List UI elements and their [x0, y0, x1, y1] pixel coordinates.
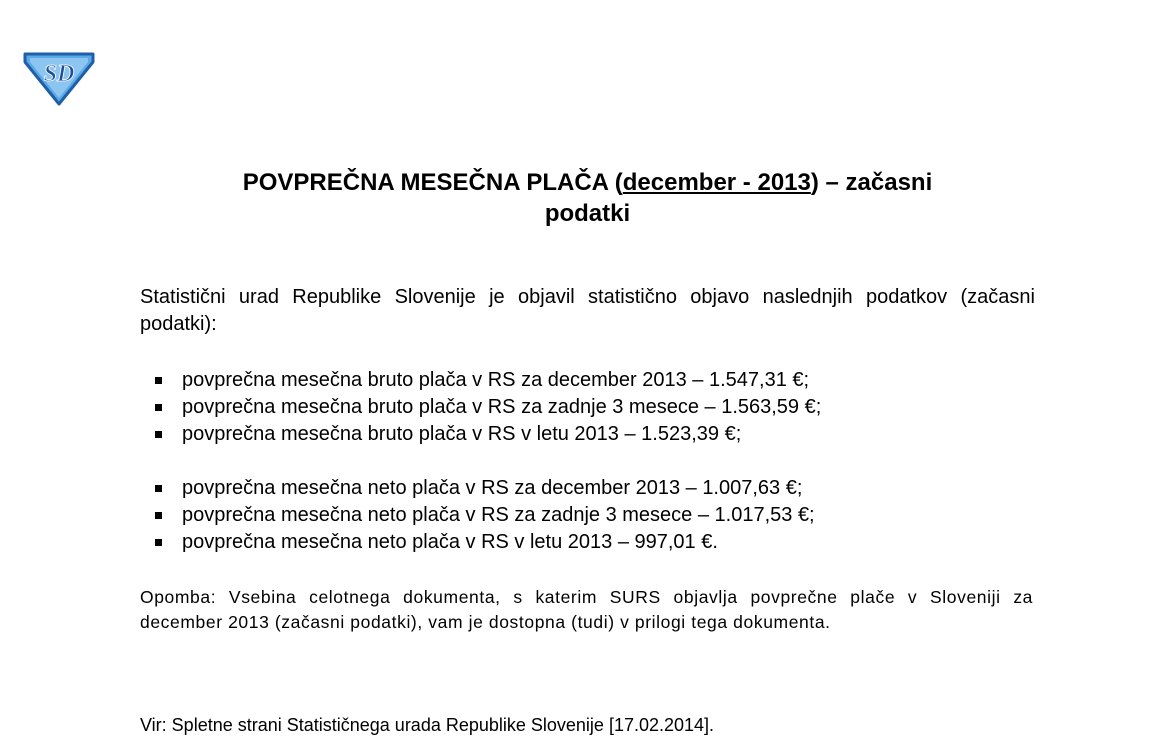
title-part1: POVPREČNA MESEČNA PLAČA ( — [242, 169, 623, 196]
bullet-square-icon — [155, 539, 162, 546]
list-item-text: povprečna mesečna neto plača v RS za december 2013 – 1.007,63 €; — [182, 477, 803, 499]
bullet-square-icon — [155, 431, 162, 438]
title-period: december - 2013 — [622, 169, 811, 196]
list-item — [140, 475, 1035, 502]
gross-salary-list — [140, 367, 1035, 448]
source-line: Vir: Spletne strani Statističnega urada Republike Slovenije [17.02.2014]. — [140, 715, 715, 735]
list-item-text: povprečna mesečna neto plača v RS za zadnje 3 mesece – 1.017,53 €; — [182, 504, 815, 526]
list-item — [140, 394, 1035, 421]
sd-logo — [22, 48, 96, 106]
title-part2: ) – začasni — [810, 169, 933, 196]
title-line2: podatki — [544, 200, 631, 227]
list-item — [140, 421, 1035, 448]
sd-shield-icon — [22, 48, 96, 106]
list-item — [140, 367, 1035, 394]
note-paragraph: Opomba: Vsebina celotnega dokumenta, s katerim SURS objavlja povprečne plače v Sloveniji za december 2013 (začasni podatki), vam je dostopna (tudi) v prilogi tega dokumenta. — [140, 587, 1033, 632]
list-item — [140, 529, 1035, 556]
list-item-text: povprečna mesečna bruto plača v RS v letu 2013 – 1.523,39 €; — [182, 423, 742, 445]
list-item-text: povprečna mesečna neto plača v RS v letu 2013 – 997,01 €. — [182, 531, 718, 553]
intro-paragraph: Statistični urad Republike Slovenije je objavil statistično objavo naslednjih podatkov (začasni podatki): — [140, 286, 1035, 335]
list-item-text: povprečna mesečna bruto plača v RS za zadnje 3 mesece – 1.563,59 €; — [182, 396, 822, 418]
page-title — [140, 167, 1035, 229]
bullet-square-icon — [155, 377, 162, 384]
bullet-square-icon — [155, 485, 162, 492]
list-item-text: povprečna mesečna bruto plača v RS za december 2013 – 1.547,31 €; — [182, 369, 810, 391]
bullet-square-icon — [155, 512, 162, 519]
bullet-square-icon — [155, 404, 162, 411]
list-item — [140, 502, 1035, 529]
logo-letters: SD — [43, 61, 75, 87]
net-salary-list — [140, 475, 1035, 556]
